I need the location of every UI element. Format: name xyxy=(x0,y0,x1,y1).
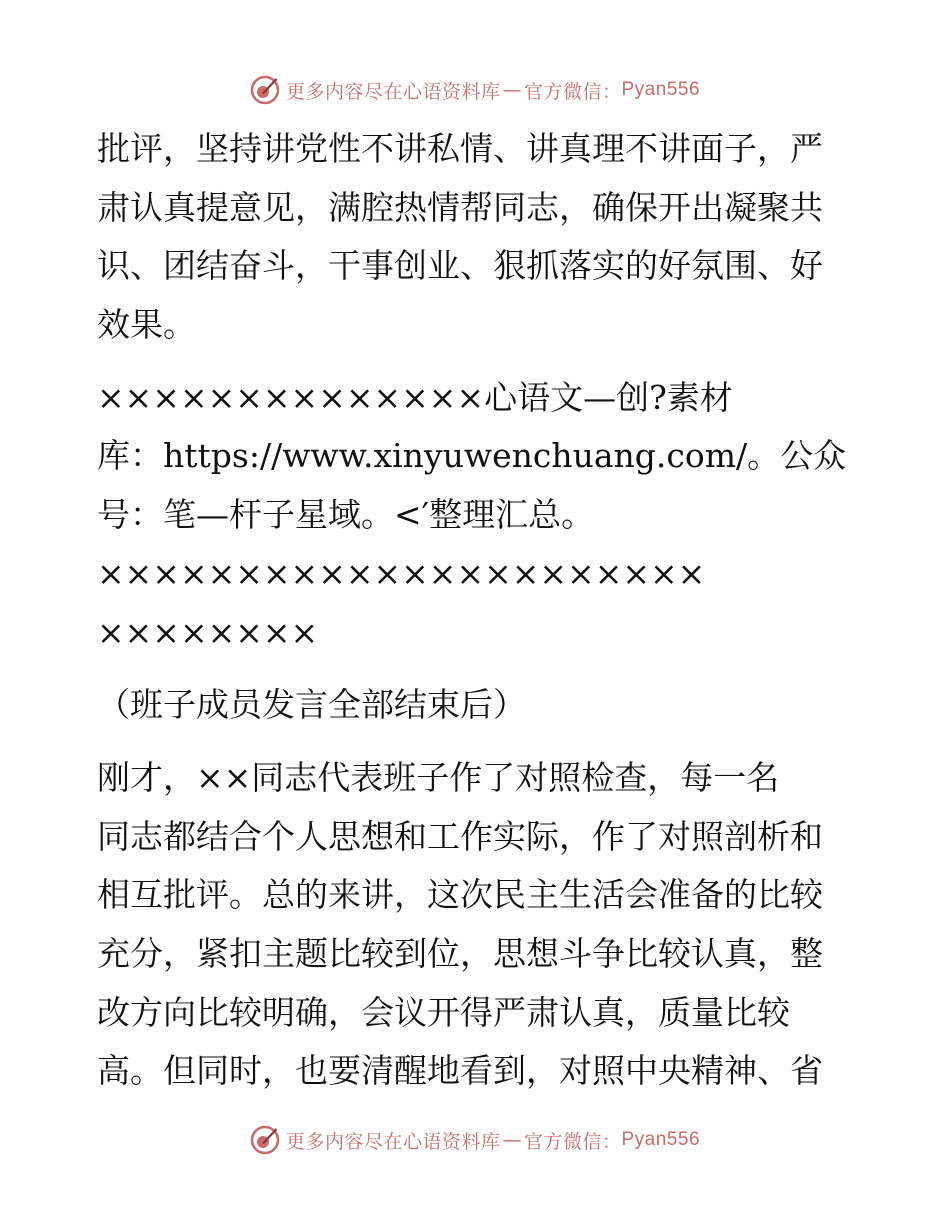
text-line: 刚才，××同志代表班子作了对照检查，每一名 xyxy=(97,757,780,797)
footer-banner xyxy=(0,1118,950,1162)
banner-wechat-id: Pyan556 xyxy=(621,79,701,100)
text-line: 改方向比较明确，会议开得严肃认真，质量比较 xyxy=(97,992,790,1032)
text-line: 相互批评。总的来讲，这次民主生活会准备的比较 xyxy=(97,875,823,915)
text-line: （班子成员发言全部结束后） xyxy=(97,685,526,725)
banner-promo-text: 更多内容尽在心语资料库 xyxy=(285,1130,501,1153)
paragraph-4 xyxy=(97,749,857,1101)
text-line: ××××××××××××××心语文—创?素材 xyxy=(97,377,733,417)
paragraph-3 xyxy=(97,676,857,735)
text-line: 同志都结合个人思想和工作实际，作了对照剖析和 xyxy=(97,816,823,856)
text-line: 肃认真提意见，满腔热情帮同志，确保开出凝聚共 xyxy=(97,187,823,227)
banner-separator: — xyxy=(502,1129,522,1151)
text-line: ×××××××× xyxy=(97,612,319,652)
text-line: 号：笔—杆子星域。<′整理汇总。 xyxy=(97,495,595,535)
text-line: ×××××××××××××××××××××× xyxy=(97,553,706,593)
text-line: 库：https://www.xinyuwenchuang.com/。公众 xyxy=(97,436,847,476)
banner-wechat-id: Pyan556 xyxy=(621,1129,701,1150)
quill-logo-icon xyxy=(250,75,280,105)
paragraph-2 xyxy=(97,369,857,662)
text-line: 高。但同时，也要清醒地看到，对照中央精神、省 xyxy=(97,1051,823,1091)
quill-logo-icon xyxy=(250,1125,280,1155)
paragraph-1 xyxy=(97,120,857,355)
banner-separator: — xyxy=(502,79,522,101)
text-line: 效果。 xyxy=(97,305,196,345)
header-banner xyxy=(0,68,950,112)
banner-wechat-label: 官方微信： xyxy=(523,1130,622,1153)
text-line: 充分，紧扣主题比较到位，思想斗争比较认真，整 xyxy=(97,933,823,973)
text-line: 识、团结奋斗，干事创业、狠抓落实的好氛围、好 xyxy=(97,246,823,286)
document-body xyxy=(97,120,857,1101)
banner-promo-text: 更多内容尽在心语资料库 xyxy=(285,80,501,103)
text-line: 批评，坚持讲党性不讲私情、讲真理不讲面子，严 xyxy=(97,129,823,168)
banner-wechat-label: 官方微信： xyxy=(523,80,622,103)
